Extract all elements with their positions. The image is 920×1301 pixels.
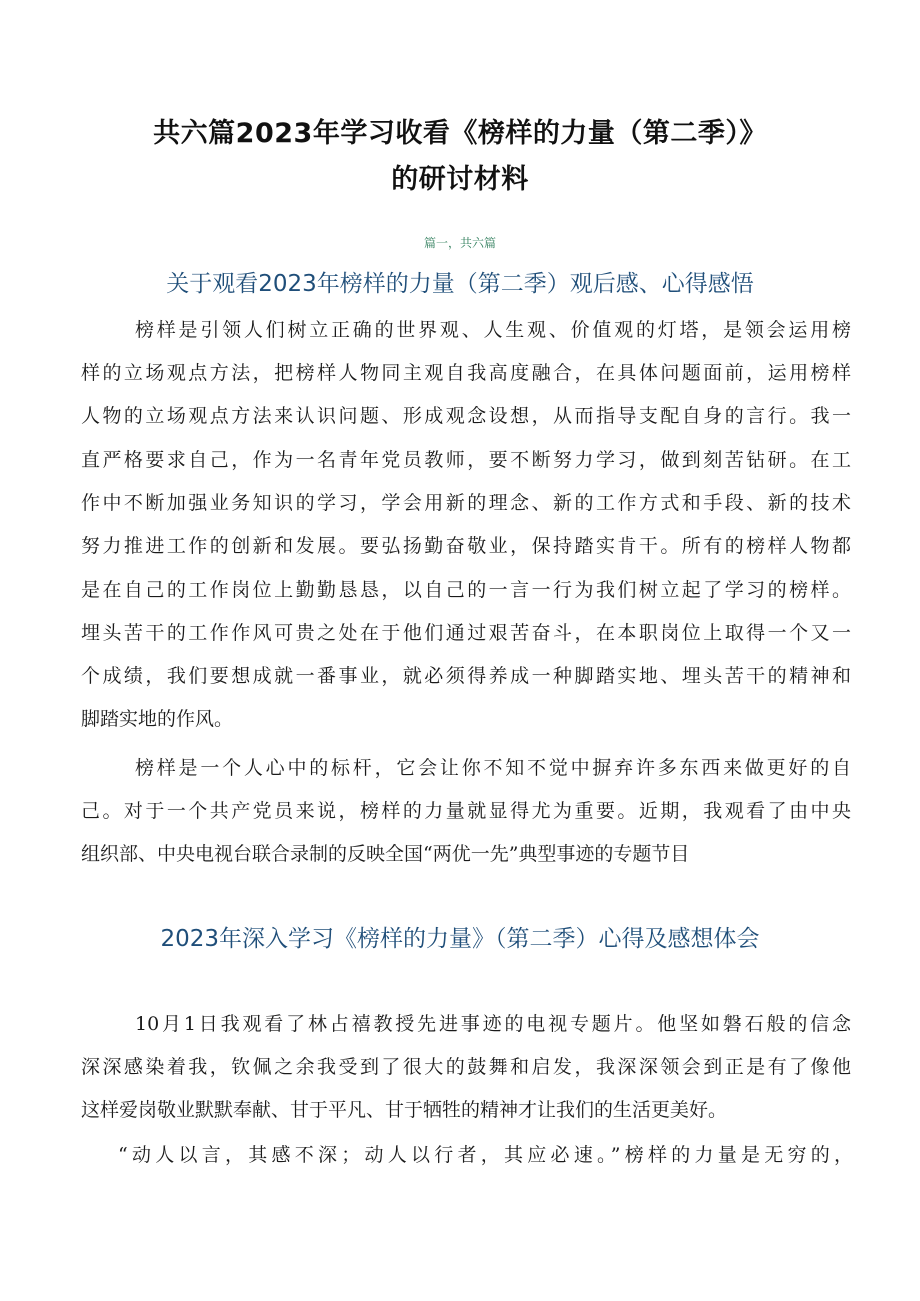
section-2-heading: 2023年深入学习《榜样的力量》（第二季）心得及感想体会 <box>160 926 760 952</box>
paragraph-line: 人物的立场观点方法来认识问题、形成观念设想，从而指导支配自身的言行。我一 <box>81 405 851 427</box>
paragraph-line: 作中不断加强业务知识的学习，学会用新的理念、新的工作方式和手段、新的技术 <box>81 492 851 514</box>
paragraph-line: 榜样是引领人们树立正确的世界观、人生观、价值观的灯塔，是领会运用榜 <box>135 319 851 341</box>
paragraph-line: “动人以言，其感不深；动人以行者，其应必速。”榜样的力量是无穷的， <box>118 1144 853 1166</box>
document-title-line-2: 的研讨材料 <box>391 164 529 195</box>
document-title-line-1: 共六篇2023年学习收看《榜样的力量（第二季）》 <box>153 118 767 149</box>
paragraph-line: 脚踏实地的作风。 <box>81 708 234 730</box>
paragraph-line: 组织部、中央电视台联合录制的反映全国“两优一先”典型事迹的专题节目 <box>81 843 690 865</box>
paragraph-line: 己。对于一个共产党员来说，榜样的力量就显得尤为重要。近期，我观看了由中央 <box>81 800 851 822</box>
paragraph-line: 是在自己的工作岗位上勤勤恳恳，以自己的一言一行为我们树立起了学习的榜样。 <box>81 579 851 601</box>
paragraph-line: 埋头苦干的工作作风可贵之处在于他们通过艰苦奋斗，在本职岗位上取得一个又一 <box>81 622 851 644</box>
paragraph-line: 直严格要求自己，作为一名青年党员教师，要不断努力学习，做到刻苦钻研。在工 <box>81 449 851 471</box>
paragraph-line: 10月1日我观看了林占禧教授先进事迹的电视专题片。他坚如磐石般的信念 <box>135 1013 851 1035</box>
section-1-heading: 关于观看2023年榜样的力量（第二季）观后感、心得感悟 <box>166 271 754 297</box>
paragraph-line: 深深感染着我，钦佩之余我受到了很大的鼓舞和启发，我深深领会到正是有了像他 <box>81 1056 851 1078</box>
paragraph-line: 样的立场观点方法，把榜样人物同主观自我高度融合，在具体问题面前，运用榜样 <box>81 362 851 384</box>
paragraph-line: 努力推进工作的创新和发展。要弘扬勤奋敬业，保持踏实肯干。所有的榜样人物都 <box>81 535 851 557</box>
paragraph-line: 个成绩，我们要想成就一番事业，就必须得养成一种脚踏实地、埋头苦干的精神和 <box>81 665 851 687</box>
paragraph-line: 榜样是一个人心中的标杆，它会让你不知不觉中摒弃许多东西来做更好的自 <box>135 757 851 779</box>
paragraph-line: 这样爱岗敬业默默奉献、甘于平凡、甘于牺牲的精神才让我们的生活更美好。 <box>81 1099 728 1121</box>
part-label: 篇一，共六篇 <box>423 236 496 250</box>
